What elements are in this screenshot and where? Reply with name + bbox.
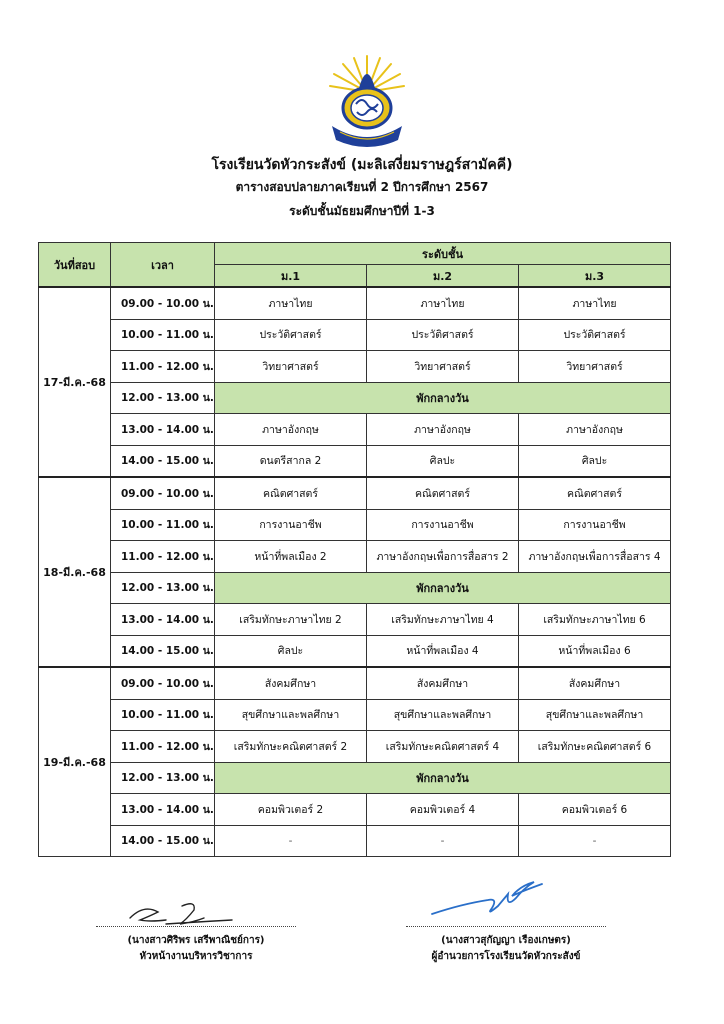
time-slot: 11.00 - 12.00 น.: [111, 351, 215, 383]
subject-m1: ประวัติศาสตร์: [215, 319, 367, 351]
table-row: [39, 445, 671, 477]
subject-m3: ภาษาอังกฤษเพื่อการสื่อสาร 4: [519, 541, 671, 573]
table-row: [39, 541, 671, 573]
table-row-lunch: [39, 382, 671, 414]
subject-m1: คอมพิวเตอร์ 2: [215, 794, 367, 826]
subject-m3: เสริมทักษะคณิตศาสตร์ 6: [519, 731, 671, 763]
subject-m1: เสริมทักษะภาษาไทย 2: [215, 604, 367, 636]
subject-m2: หน้าที่พลเมือง 4: [367, 635, 519, 667]
header-m2: ม.2: [367, 265, 519, 288]
subject-m2: ประวัติศาสตร์: [367, 319, 519, 351]
lunch-break: พักกลางวัน: [215, 572, 671, 604]
table-row: [39, 604, 671, 636]
subject-m3: ภาษาไทย: [519, 287, 671, 319]
table-header: [39, 243, 671, 288]
exam-schedule-table: [38, 242, 671, 857]
subject-m2: วิทยาศาสตร์: [367, 351, 519, 383]
subject-m3: หน้าที่พลเมือง 6: [519, 635, 671, 667]
day-block-2: [39, 477, 671, 667]
subject-m3: การงานอาชีพ: [519, 509, 671, 541]
time-slot: 10.00 - 11.00 น.: [111, 699, 215, 731]
school-name: โรงเรียนวัดหัวกระสังข์ (มะลิเสงี่ยมราษฎร์สามัคคี): [211, 157, 513, 173]
signature-block-right: [406, 926, 606, 965]
time-slot: 14.00 - 15.00 น.: [111, 825, 215, 857]
exam-date: 17-มี.ค.-68: [39, 287, 111, 477]
header-m3: ม.3: [519, 265, 671, 288]
time-slot: 12.00 - 13.00 น.: [111, 762, 215, 794]
time-slot: 14.00 - 15.00 น.: [111, 445, 215, 477]
subject-m1: สุขศึกษาและพลศึกษา: [215, 699, 367, 731]
signature-scribble-right: [430, 880, 550, 920]
subject-m2: ศิลปะ: [367, 445, 519, 477]
subject-m2: สุขศึกษาและพลศึกษา: [367, 699, 519, 731]
exam-title: ตารางสอบปลายภาคเรียนที่ 2 ปีการศึกษา 2567: [235, 180, 489, 194]
subject-m1: ดนตรีสากล 2: [215, 445, 367, 477]
table-row: [39, 287, 671, 319]
subject-m2: เสริมทักษะคณิตศาสตร์ 4: [367, 731, 519, 763]
signature-block-left: [96, 926, 296, 965]
subject-m3: -: [519, 825, 671, 857]
subject-m2: ภาษาอังกฤษเพื่อการสื่อสาร 2: [367, 541, 519, 573]
subject-m3: สังคมศึกษา: [519, 667, 671, 699]
table-row: [39, 477, 671, 509]
subject-m1: วิทยาศาสตร์: [215, 351, 367, 383]
subject-m3: คอมพิวเตอร์ 6: [519, 794, 671, 826]
table-row: [39, 351, 671, 383]
school-logo: [326, 52, 408, 150]
subject-m3: สุขศึกษาและพลศึกษา: [519, 699, 671, 731]
table-row: [39, 319, 671, 351]
subject-m2: คณิตศาสตร์: [367, 477, 519, 509]
subject-m3: ประวัติศาสตร์: [519, 319, 671, 351]
time-slot: 10.00 - 11.00 น.: [111, 509, 215, 541]
subject-m1: -: [215, 825, 367, 857]
subject-m1: ภาษาอังกฤษ: [215, 414, 367, 446]
signer-name: (นางสาวศิริพร เสรีพาณิชย์การ): [127, 935, 265, 946]
time-slot: 11.00 - 12.00 น.: [111, 541, 215, 573]
subject-m1: ภาษาไทย: [215, 287, 367, 319]
time-slot: 10.00 - 11.00 น.: [111, 319, 215, 351]
subject-m1: การงานอาชีพ: [215, 509, 367, 541]
header-time: เวลา: [111, 243, 215, 288]
time-slot: 13.00 - 14.00 น.: [111, 414, 215, 446]
subject-m1: สังคมศึกษา: [215, 667, 367, 699]
subject-m2: ภาษาอังกฤษ: [367, 414, 519, 446]
subject-m2: การงานอาชีพ: [367, 509, 519, 541]
subject-m3: ศิลปะ: [519, 445, 671, 477]
table-row: [39, 794, 671, 826]
header-m1: ม.1: [215, 265, 367, 288]
time-slot: 12.00 - 13.00 น.: [111, 382, 215, 414]
table-row: [39, 635, 671, 667]
time-slot: 09.00 - 10.00 น.: [111, 287, 215, 319]
subject-m3: เสริมทักษะภาษาไทย 6: [519, 604, 671, 636]
time-slot: 14.00 - 15.00 น.: [111, 635, 215, 667]
header-date: วันที่สอบ: [39, 243, 111, 288]
day-block-1: [39, 287, 671, 477]
subject-m2: เสริมทักษะภาษาไทย 4: [367, 604, 519, 636]
table-row-lunch: [39, 762, 671, 794]
table-row: [39, 667, 671, 699]
header-grade-group: ระดับชั้น: [215, 243, 671, 265]
subject-m1: หน้าที่พลเมือง 2: [215, 541, 367, 573]
time-slot: 09.00 - 10.00 น.: [111, 667, 215, 699]
table-row: [39, 414, 671, 446]
time-slot: 13.00 - 14.00 น.: [111, 604, 215, 636]
subject-m3: คณิตศาสตร์: [519, 477, 671, 509]
subject-m2: ภาษาไทย: [367, 287, 519, 319]
lunch-break: พักกลางวัน: [215, 382, 671, 414]
time-slot: 13.00 - 14.00 น.: [111, 794, 215, 826]
exam-date: 18-มี.ค.-68: [39, 477, 111, 667]
signature-scribble-left: [126, 898, 236, 928]
lunch-break: พักกลางวัน: [215, 762, 671, 794]
day-block-3: [39, 667, 671, 857]
exam-date: 19-มี.ค.-68: [39, 667, 111, 857]
signer-name: (นางสาวสุกัญญา เรืองเกษตร): [441, 935, 571, 946]
subject-m1: ศิลปะ: [215, 635, 367, 667]
grade-level: ระดับชั้นมัธยมศึกษาปีที่ 1-3: [289, 204, 435, 218]
subject-m3: ภาษาอังกฤษ: [519, 414, 671, 446]
table-row-lunch: [39, 572, 671, 604]
time-slot: 09.00 - 10.00 น.: [111, 477, 215, 509]
subject-m2: -: [367, 825, 519, 857]
subject-m1: เสริมทักษะคณิตศาสตร์ 2: [215, 731, 367, 763]
subject-m2: คอมพิวเตอร์ 4: [367, 794, 519, 826]
subject-m2: สังคมศึกษา: [367, 667, 519, 699]
subject-m3: วิทยาศาสตร์: [519, 351, 671, 383]
signature-line: [406, 926, 606, 927]
table-row: [39, 731, 671, 763]
time-slot: 12.00 - 13.00 น.: [111, 572, 215, 604]
signer-position: ผู้อำนวยการโรงเรียนวัดหัวกระสังข์: [431, 951, 581, 962]
table-row: [39, 509, 671, 541]
table-row: [39, 699, 671, 731]
time-slot: 11.00 - 12.00 น.: [111, 731, 215, 763]
table-row: [39, 825, 671, 857]
signature-line: [96, 926, 296, 927]
signer-position: หัวหน้างานบริหารวิชาการ: [139, 951, 253, 962]
subject-m1: คณิตศาสตร์: [215, 477, 367, 509]
